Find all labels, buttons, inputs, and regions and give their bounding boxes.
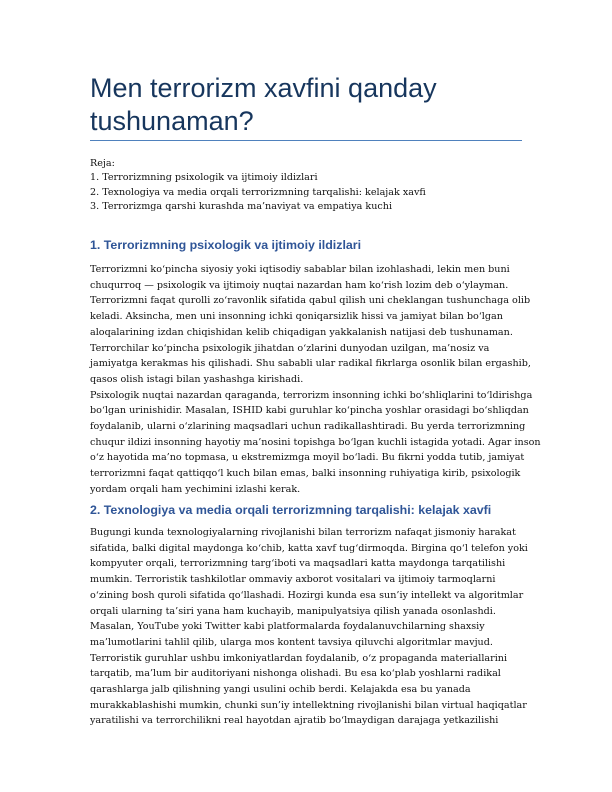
title-line-1: Men terrorizm xavfini qanday [90,73,437,103]
section-heading-2: 2. Texnologiya va media orqali terrorizmning tarqalishi: kelajak xavfi [90,503,492,517]
text-line: orqali ularning ta’siri yana ham kuchayib, manipulyatsiya qilish yanada osonlashdi. [90,605,496,617]
text-line: jamiyatga kerakmas his qilishadi. Shu sababli ular radikal fikrlarga osonlik bilan ergashib, [90,358,531,370]
text-line: mumkin. Terroristik tashkilotlar ommaviy axborot vositalari va ijtimoiy tarmoqlarni [90,574,496,586]
text-line: chuqur ildizi insonning hayotiy ma’nosini topishga bo‘lgan kuchli istagida yotadi. Agar inson [90,436,541,448]
text-line: aloqalarining izdan chiqishidan kelib chiqadigan yakkalanish natijasi deb tushunaman. [90,326,513,338]
section-body-2 [90,525,530,729]
text-line: terrorizmni faqat qattiqqo‘l kuch bilan emas, balki insonning ruhiyatiga kirib, psixologik [90,468,521,480]
text-line: qasos olish istagi bilan yashashga kirishadi. [90,373,304,385]
text-line: Terroristik guruhlar ushbu imkoniyatlardan foydalanib, o‘z propaganda materiallarini [90,652,508,664]
text-line: kompyuter orqali, terrorizmning targ‘iboti va maqsadlari katta maydonga tarqatilishi [90,558,506,570]
section-body-1 [90,262,541,498]
text-line: Psixologik nuqtai nazardan qaraganda, terrorizm insonning ichki bo‘shliqlarini to‘ldirishga [90,389,533,401]
text-line: chuqurroq — psixologik va ijtimoiy nuqtai nazardan ham ko‘rish lozim deb o‘ylayman. [90,279,509,291]
title-line-2: tushunaman? [90,106,254,136]
plan-item: 2. Texnologiya va media orqali terrorizmning tarqalishi: kelajak xavfi [90,186,426,198]
document-title [90,72,530,138]
text-line: yordam orqali ham yechimini izlashi kerak. [90,483,301,495]
text-line: Masalan, YouTube yoki Twitter kabi platformalarda foydalanuvchilarning shaxsiy [90,621,485,633]
text-line: yaratilishi va terrorchilikni real hayotdan ajratib bo‘lmaydigan darajaga yetkazilishi [90,715,499,727]
text-line: foydalanib, ularni o‘zlarining maqsadlari uchun radikallashtiradi. Bu yerda terrorizmning [90,421,526,433]
text-line: Terrorchilar ko‘pincha psixologik jihatdan o‘zlarini dunyodan uzilgan, ma’nosiz va [90,342,490,354]
text-line: sifatida, balki digital maydonga ko‘chib, katta xavf tug‘dirmoqda. Birgina qo‘l telefon yoki [90,542,528,554]
title-underline [90,140,522,141]
text-line: Terrorizmni faqat qurolli zo‘ravonlik sifatida qabul qilish uni cheklangan tushunchaga olib [90,295,531,307]
text-line: keladi. Aksincha, men uni insonning ichki qoniqarsizlik hissi va jamiyat bilan bo‘lgan [90,311,503,323]
text-line: qarashlarga jalb qilishning yangi usulini ochib berdi. Kelajakda esa bu yanada [90,684,471,696]
plan-item: 3. Terrorizmga qarshi kurashda ma’naviyat va empatiya kuchi [90,201,393,213]
text-line: tarqatib, ma’lum bir auditoriyani nishonga olishadi. Bu esa ko‘plab yoshlarni radikal [90,668,501,680]
section-heading-1: 1. Terrorizmning psixologik va ijtimoiy ildizlari [90,238,362,252]
text-line: murakkablashishi mumkin, chunki sun’iy intellektning rivojlanishi bilan virtual haqiqatlar [90,699,527,711]
text-line: ma’lumotlarini tahlil qilib, ularga mos kontent tavsiya qiluvchi algoritmlar mavjud. [90,636,493,648]
text-line: Terrorizmni ko‘pincha siyosiy yoki iqtisodiy sabablar bilan izohlashadi, lekin men buni [90,264,510,275]
text-line: Bugungi kunda texnologiyalarning rivojlanishi bilan terrorizm nafaqat jismoniy harakat [90,527,516,538]
text-line: bo‘lgan urinishidir. Masalan, ISHID kabi guruhlar ko‘pincha yoshlar orasidagi bo‘shliqdan [90,405,529,417]
text-line: o‘zining bosh quroli sifatida qo‘llashadi. Hozirgi kunda esa sun’iy intellekt va algoritmlar [90,589,524,601]
plan-item: 1. Terrorizmning psixologik va ijtimoiy ildizlari [90,172,318,184]
plan-list [90,157,530,215]
text-line: o‘z hayotida ma’no topmasa, u ekstremizmga moyil bo‘ladi. Bu fikrni yodda tutib, jamiyat [90,452,525,464]
plan-heading: Reja: [90,158,115,169]
